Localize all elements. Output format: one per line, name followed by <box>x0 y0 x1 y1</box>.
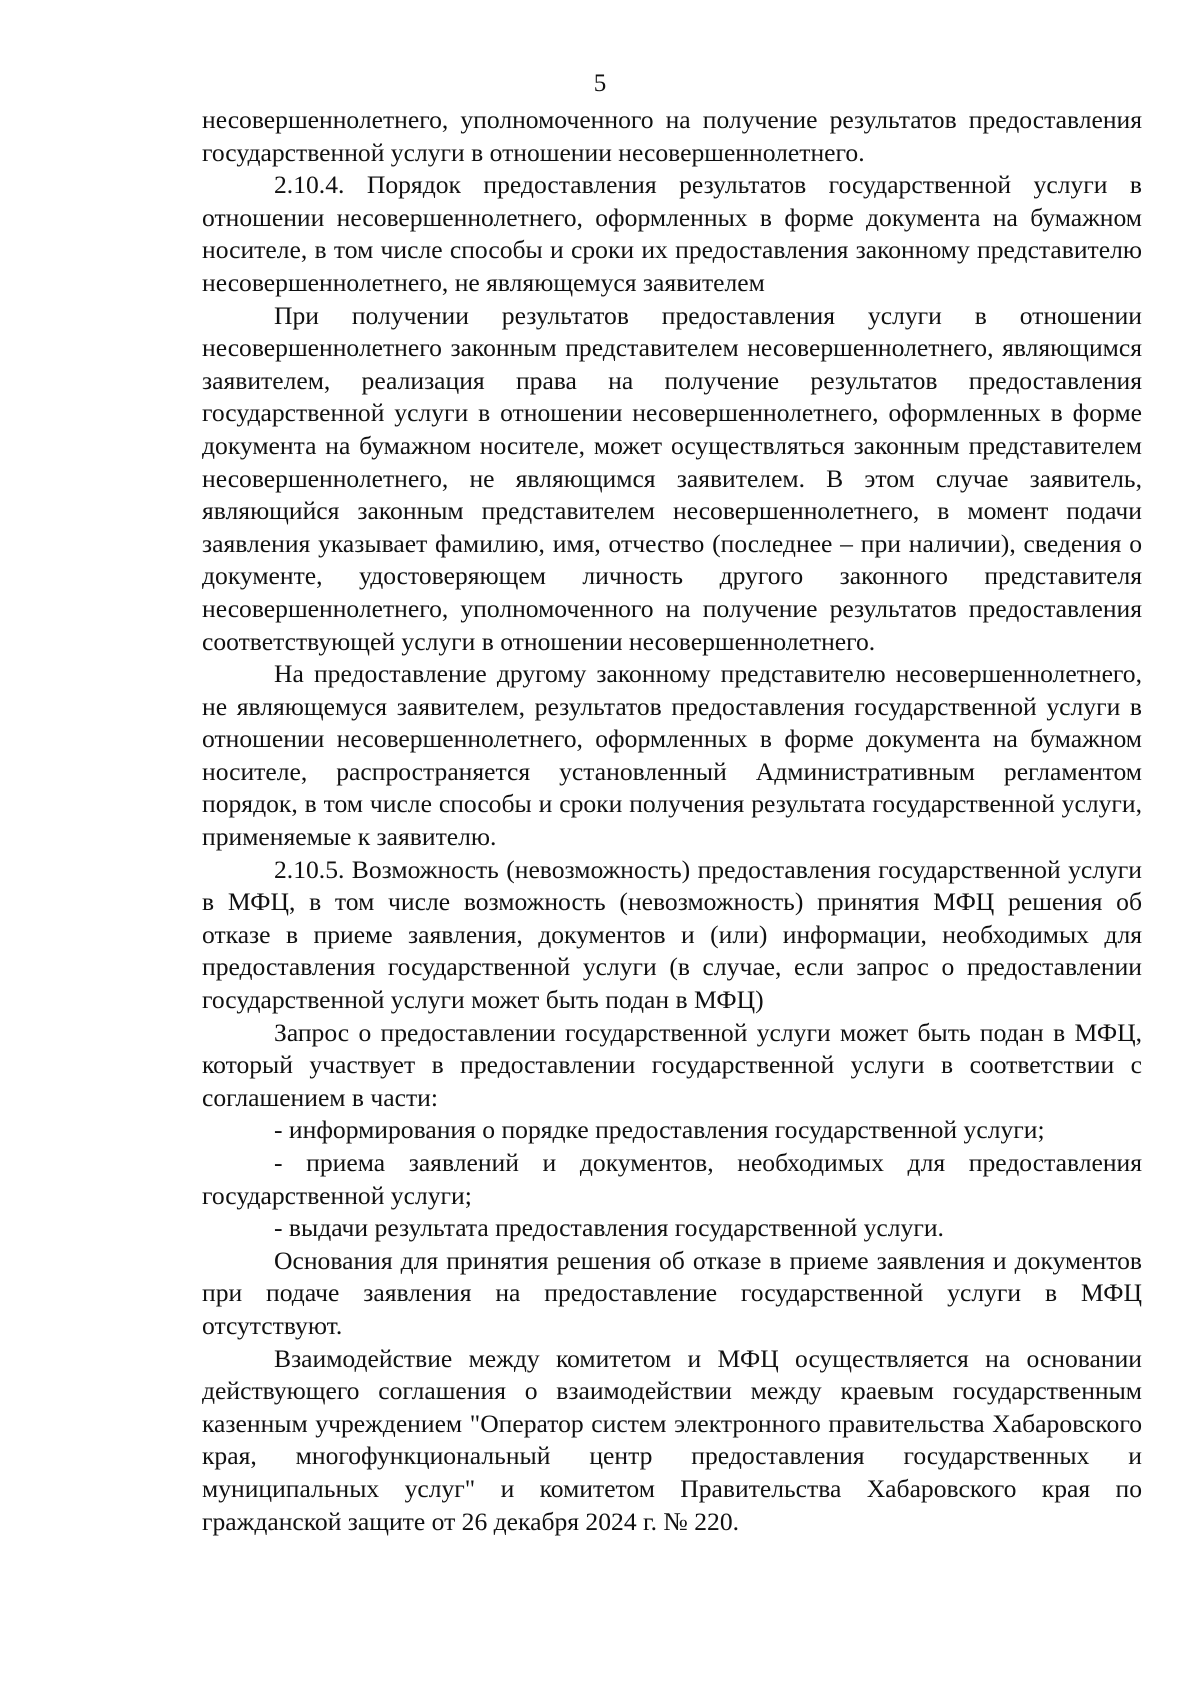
document-body <box>202 104 1142 1538</box>
page-number: 5 <box>593 70 607 97</box>
paragraph-section-2-10-5-heading: 2.10.5. Возможность (невозможность) предоставления государственной услуги в МФЦ, в том числе возможность (невозможность) принятия МФЦ решения об отказе в приеме заявления, документов и (или) информации, необходимых для предоставления государственной услуги (в случае, если запрос о предоставлении государственной услуги может быть подан в МФЦ) <box>202 854 1142 1015</box>
list-item-informing: - информирования о порядке предоставления государственной услуги; <box>274 1115 1045 1145</box>
paragraph-mfc-request: Запрос о предоставлении государственной услуги может быть подан в МФЦ, который участвует в предоставлении государственной услуги в соответствии с соглашением в части: <box>202 1017 1142 1112</box>
list-item-issuing-result: - выдачи результата предоставления государственной услуги. <box>274 1213 944 1243</box>
paragraph-receipt-of-results: При получении результатов предоставления услуги в отношении несовершеннолетнего законным представителем несовершеннолетнего, являющимся заявителем, реализация права на получение результатов предоставления государственной услуги в отношении несовершеннолетнего, оформленных в форме документа на бумажном носителе, может осуществляться законным представителем несовершеннолетнего, не являющимся заявителем. В этом случае заявитель, являющийся законным представителем несовершеннолетнего, в момент подачи заявления указывает фамилию, имя, отчество (последнее – при наличии), сведения о документе, удостоверяющем личность другого законного представителя несовершеннолетнего, уполномоченного на получение результатов предоставления соответствующей услуги в отношении несовершеннолетнего. <box>202 300 1142 656</box>
paragraph-section-2-10-4-heading: 2.10.4. Порядок предоставления результатов государственной услуги в отношении несовершеннолетнего, оформленных в форме документа на бумажном носителе, в том числе способы и сроки их предоставления законному представителю несовершеннолетнего, не являющемуся заявителем <box>202 170 1142 297</box>
paragraph-procedure-applies: На предоставление другому законному представителю несовершеннолетнего, не являющемуся заявителем, результатов предоставления государственной услуги в отношении несовершеннолетнего, оформленных в форме документа на бумажном носителе, распространяется установленный Административным регламентом порядок, в том числе способы и сроки получения результата государственной услуги, применяемые к заявителю. <box>202 659 1142 852</box>
paragraph-interaction-agreement: Взаимодействие между комитетом и МФЦ осуществляется на основании действующего соглашения о взаимодействии между краевым государственным казенным учреждением "Оператор систем электронного правительства Хабаровского края, многофункциональный центр предоставления государственных и муниципальных услуг" и комитетом Правительства Хабаровского края по гражданской защите от 26 декабря 2024 г. № 220. <box>202 1343 1142 1536</box>
paragraph-continuation: несовершеннолетнего, уполномоченного на получение результатов предоставления государственной услуги в отношении несовершеннолетнего. <box>202 105 1142 167</box>
paragraph-no-refusal-grounds: Основания для принятия решения об отказе в приеме заявления и документов при подаче заявления на предоставление государственной услуги в МФЦ отсутствуют. <box>202 1245 1142 1340</box>
list-item-receiving-applications: - приема заявлений и документов, необходимых для предоставления государственной услуги; <box>202 1148 1142 1210</box>
